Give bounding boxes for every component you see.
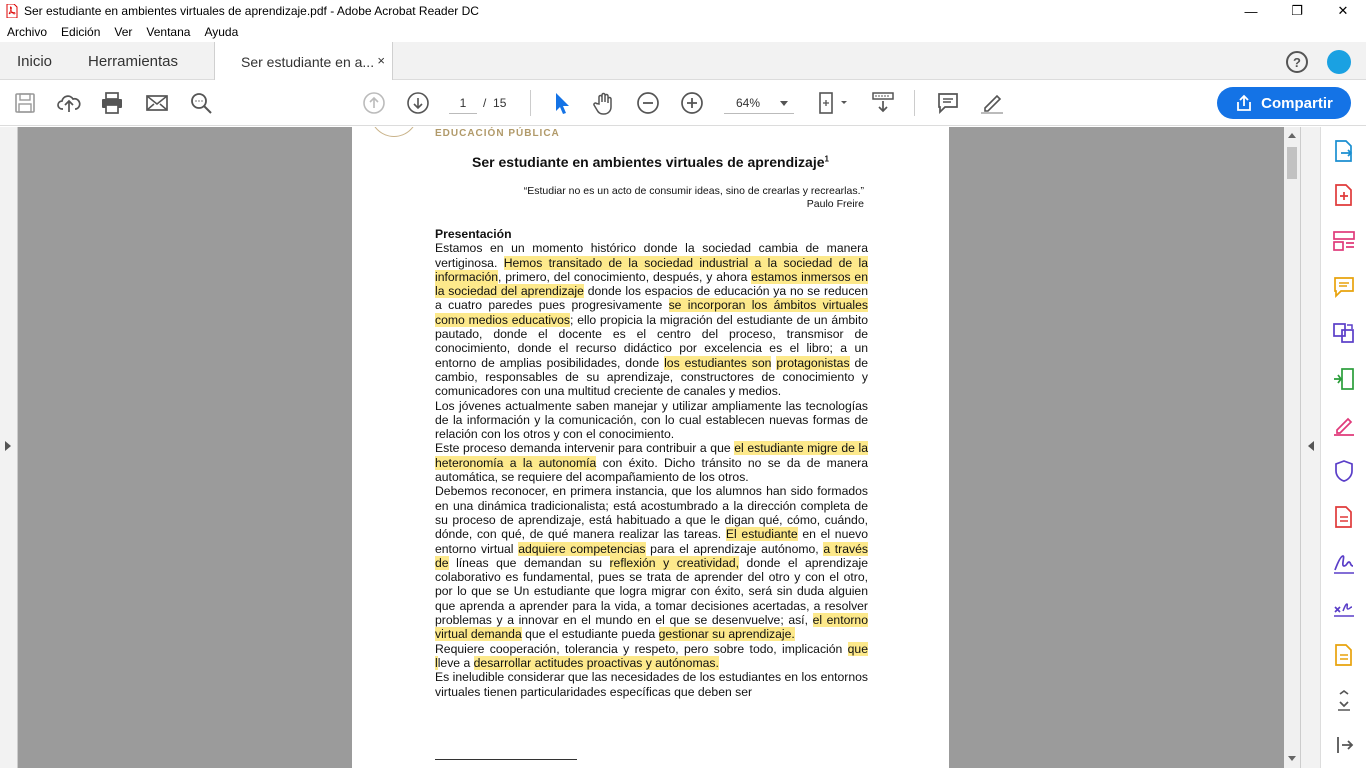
page-up-icon[interactable] [361, 90, 387, 116]
text-run: ; ello propicia la migración del estudiante de un ámbito pautado, donde el docente es el centro del proceso, transmisor de conocimiento, donde el recurso didáctico por excelencia es el libro; a un entorno de amplias posibilidades, donde [435, 312, 868, 370]
text-run: que el estudiante pueda [521, 627, 659, 642]
edit-pdf-icon[interactable] [1332, 505, 1356, 529]
window-controls [1228, 0, 1366, 22]
more-tools-icon[interactable] [1332, 643, 1356, 667]
highlighted-text: los estudiantes son [664, 355, 772, 370]
minimize-button[interactable]: — [1244, 3, 1258, 19]
page-down-icon[interactable] [405, 90, 431, 116]
toolbar-divider [530, 90, 531, 116]
expand-left-icon [5, 441, 11, 451]
acrobat-pdf-icon [6, 4, 18, 18]
text-run: en el nuevo entorno virtual [435, 527, 868, 556]
tab-document-label: Ser estudiante en a... [241, 53, 375, 70]
scroll-up-icon[interactable] [1288, 133, 1296, 138]
tab-close-icon[interactable]: × [377, 53, 385, 68]
highlighted-text: Hemos transitado de la sociedad industrial a la sociedad de la información [435, 255, 868, 284]
text-run: leve a [437, 655, 474, 670]
profile-avatar[interactable] [1327, 50, 1351, 74]
menu-bar [0, 22, 1366, 42]
paragraph [435, 484, 868, 641]
footnote-rule [435, 759, 577, 760]
scroll-thumb[interactable] [1287, 147, 1297, 179]
page-total [483, 92, 506, 114]
chevron-down-icon [780, 101, 788, 106]
menu-ayuda[interactable]: Ayuda [204, 25, 239, 39]
paragraph [435, 241, 868, 398]
paragraph [435, 399, 868, 442]
document-body [435, 227, 868, 699]
create-pdf-icon[interactable] [1332, 183, 1356, 207]
paragraph [435, 670, 868, 699]
email-icon[interactable] [144, 90, 170, 116]
hand-icon[interactable] [591, 90, 617, 116]
organize-pages-icon[interactable] [1332, 229, 1356, 253]
zoom-value: 64% [736, 96, 761, 110]
text-run: Los jóvenes actualmente saben manejar y utilizar ampliamente las tecnologías de la información y la comunicación, con lo cual establecen nuevas formas de relación con los otros y con el conocimiento. [435, 398, 868, 442]
page-count: 15 [493, 96, 507, 110]
text-run: con éxito. Dicho tránsito no se da de manera automática, se requiere del acompañamiento de los otros. [435, 455, 868, 485]
text-run: donde los espacios de educación ya no se reducen a cuatro paredes pues progresivamente [435, 284, 868, 313]
protect-icon[interactable] [1332, 459, 1356, 483]
title-bar [0, 0, 1366, 22]
search-zoom-icon[interactable] [188, 90, 214, 116]
title-footnote-marker: 1 [824, 154, 829, 164]
document-title-text: Ser estudiante en ambientes virtuales de aprendizaje [472, 154, 825, 170]
toolbar-divider [914, 90, 915, 116]
export-pdf-icon[interactable] [1332, 139, 1356, 163]
header-organization: EDUCACIÓN PÚBLICA [435, 128, 560, 139]
fill-sign-icon[interactable] [1332, 413, 1356, 437]
zoom-in-icon[interactable] [679, 90, 705, 116]
highlighted-text: El estudiante [725, 527, 798, 542]
highlighted-text: estamos inmersos en la sociedad del aprendizaje [435, 269, 868, 299]
collapse-panel-icon[interactable] [1332, 733, 1356, 757]
select-cursor-icon[interactable] [548, 90, 574, 116]
quote-author: Paulo Freire [806, 198, 864, 210]
comment-tool-icon[interactable] [1332, 275, 1356, 299]
maximize-button[interactable]: ❐ [1291, 3, 1303, 18]
close-window-button[interactable]: ✕ [1337, 3, 1349, 18]
highlighted-text: protagonistas [776, 355, 850, 370]
upload-cloud-icon[interactable] [56, 90, 82, 116]
highlighted-text: a través de [435, 541, 868, 570]
signature-icon[interactable] [1332, 551, 1356, 575]
quote-text: “Estudiar no es un acto de consumir ideas, sino de crearlas y recrearlas.” [523, 185, 864, 197]
paragraph [435, 642, 868, 671]
text-run: Este proceso demanda intervenir para contribuir a que [435, 441, 735, 456]
text-run: , primero, del conocimiento, después, y ahora [498, 269, 752, 284]
tab-tools[interactable]: Herramientas [88, 52, 179, 70]
highlighted-text: adquiere competencias [518, 541, 646, 556]
scroll-down-icon[interactable] [1288, 756, 1296, 761]
epigraph [524, 185, 864, 211]
zoom-select[interactable] [724, 92, 794, 114]
highlighted-text: desarrollar actitudes proactivas y autónomas. [473, 655, 719, 670]
text-run: donde el aprendizaje colaborativo es fundamental, pues se trata de aprender del otro y con el otro, por lo que se Un estudiante que logra migrar con éxito, será sin duda alguien que aprenda a aprender para la vida, a tomar decisiones acertadas, a resolver problemas y a innovar en el mundo en el que se desenvuelve; así, [435, 555, 868, 628]
help-icon[interactable]: ? [1286, 51, 1308, 73]
page-number-input[interactable]: 1 [449, 92, 477, 114]
menu-archivo[interactable]: Archivo [7, 25, 48, 39]
request-signature-icon[interactable] [1332, 597, 1356, 621]
document-title [352, 154, 949, 170]
text-run: Estamos en un momento histórico donde la sociedad cambia de manera vertiginosa. [435, 241, 868, 270]
menu-edicion[interactable]: Edición [61, 25, 101, 39]
compress-icon[interactable] [1332, 367, 1356, 391]
right-panel-toggle[interactable] [1300, 127, 1320, 768]
expand-icon[interactable] [1332, 689, 1356, 713]
share-button-label: Compartir [1261, 94, 1333, 112]
collapse-right-icon [1308, 441, 1314, 451]
highlighted-text: que l [435, 641, 868, 670]
menu-ver[interactable]: Ver [114, 25, 133, 39]
page-separator: / [483, 96, 487, 110]
tab-document[interactable] [214, 42, 393, 81]
share-button[interactable] [1217, 87, 1351, 119]
text-run: Debemos reconocer, en primera instancia, que los alumnos han sido formados en una dinámica tradicionalista; está acostumbrado a la dirección completa de su proceso de aprendizaje, está habituado a que le digan qué, cómo, cuándo, dónde, con qué, de qué manera realizar las tareas. [435, 484, 868, 542]
combine-files-icon[interactable] [1332, 321, 1356, 345]
text-run: líneas que demandan su [448, 555, 610, 570]
vertical-scrollbar[interactable] [1284, 127, 1300, 768]
highlighted-text: el estudiante migre de la heteronomía a la autonomía [435, 441, 868, 470]
comment-icon[interactable] [935, 90, 961, 116]
paragraph [435, 441, 868, 484]
government-seal-icon [370, 127, 418, 137]
highlighted-text: el entorno virtual demanda [435, 613, 868, 642]
text-run: Requiere cooperación, tolerancia y respeto, pero sobre todo, implicación [435, 641, 848, 656]
scroll-mode-icon[interactable] [870, 90, 896, 116]
tab-home[interactable]: Inicio [17, 52, 53, 70]
highlight-pen-icon[interactable] [979, 90, 1005, 116]
tab-bar [0, 42, 1366, 80]
fit-page-icon[interactable] [816, 90, 852, 116]
window-title: Ser estudiante en ambientes virtuales de aprendizaje.pdf - Adobe Acrobat Reader DC [24, 4, 479, 18]
tools-pane [1320, 127, 1366, 768]
highlighted-text: se incorporan los ámbitos virtuales como medios educativos [435, 298, 869, 327]
pdf-page [352, 127, 949, 768]
share-icon [1235, 94, 1253, 112]
section-heading: Presentación [435, 227, 512, 241]
text-run: para el aprendizaje autónomo, [645, 541, 824, 556]
menu-ventana[interactable]: Ventana [146, 25, 191, 39]
text-run: de cambio, responsables de su aprendizaje, constructores de conocimiento y comunicadores con una multitud creciente de canales y medios. [435, 355, 868, 399]
zoom-out-icon[interactable] [635, 90, 661, 116]
print-icon[interactable] [99, 90, 125, 116]
highlighted-text: reflexión y creatividad, [609, 555, 740, 570]
text-run: Es ineludible considerar que las necesidades de los estudiantes en los entornos virtuales tienen particularidades específicas que deben ser [435, 670, 868, 699]
save-icon[interactable] [12, 90, 38, 116]
highlighted-text: gestionar su aprendizaje. [658, 627, 795, 642]
left-panel-toggle[interactable] [0, 127, 18, 768]
